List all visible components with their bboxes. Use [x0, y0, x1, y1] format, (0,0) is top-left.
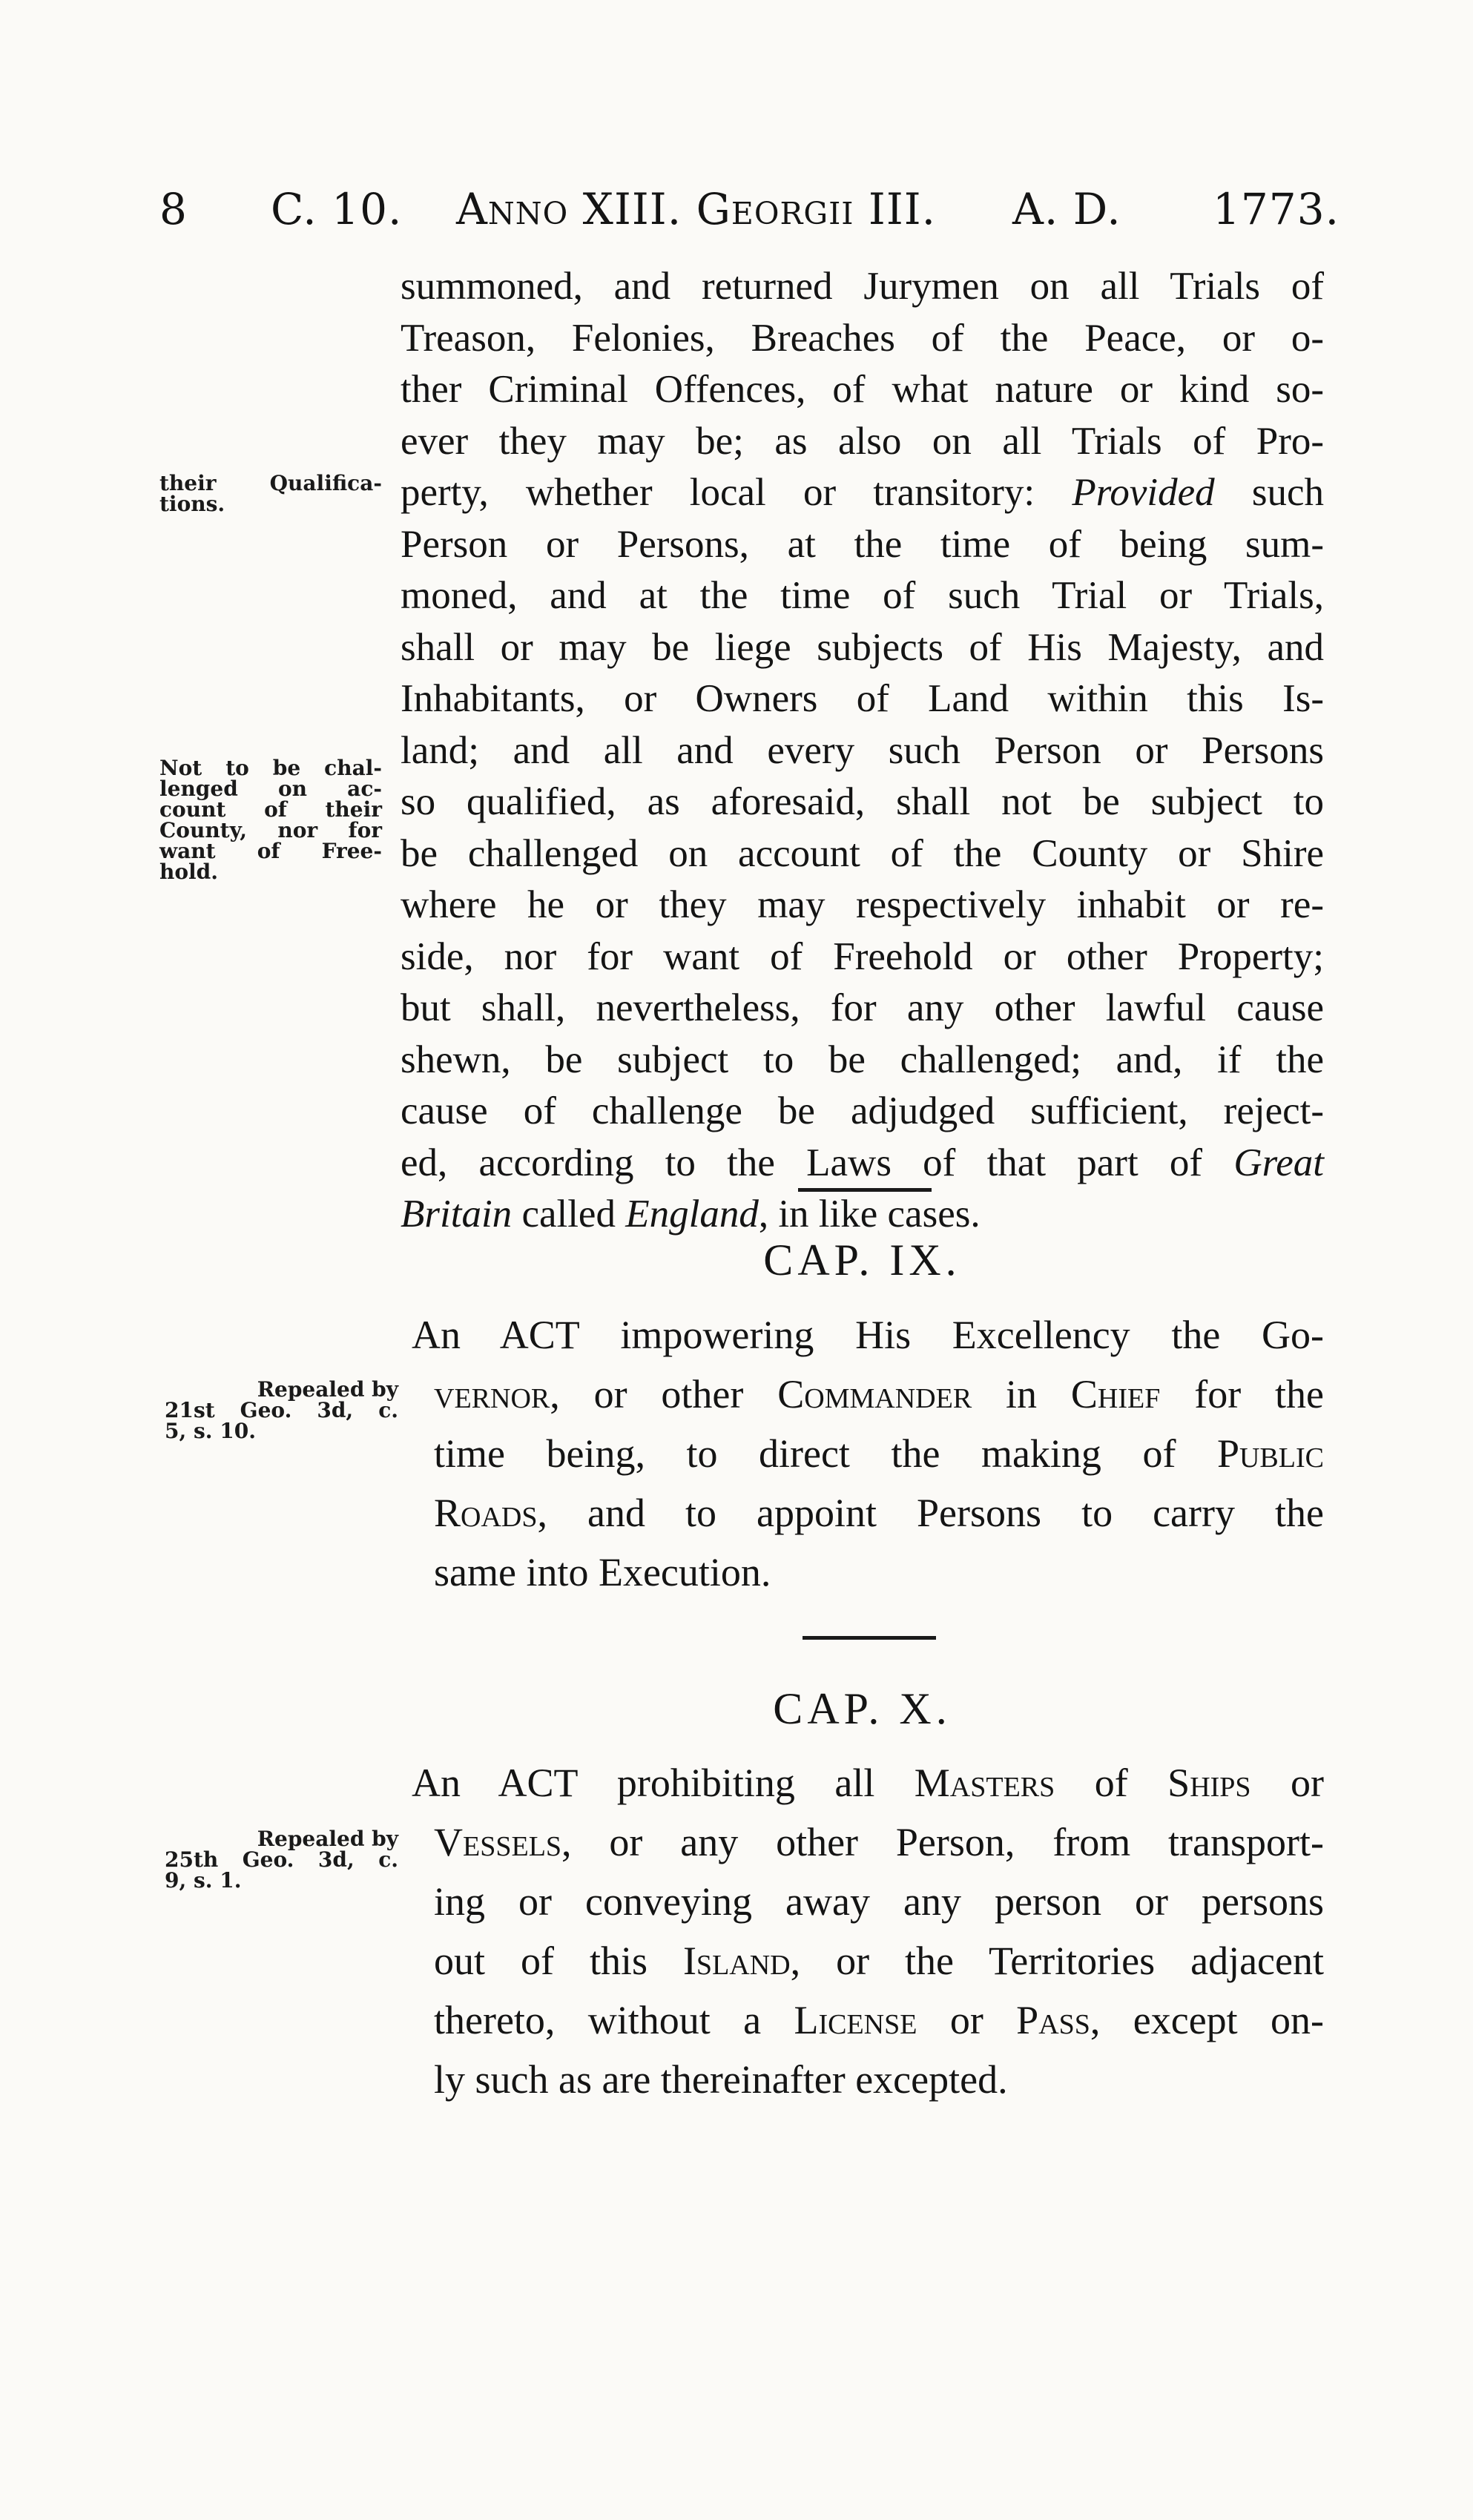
margin-note-line: Repealed by [257, 1827, 398, 1851]
act-line: thereto, without a License or Pass, except on- [434, 1998, 1325, 2042]
act-line: ing or conveying away any person or persons [434, 1879, 1324, 1924]
body-line: Inhabitants, or Owners of Land within this Is- [401, 677, 1324, 720]
body-line: Treason, Felonies, Breaches of the Peace, or o- [401, 316, 1324, 360]
section-rule [798, 1188, 932, 1192]
cap-x-text-cont [434, 1813, 1324, 2109]
margin-note-line: lenged on ac- [159, 776, 382, 801]
cap-ix-heading: CAP. IX. [763, 1236, 961, 1284]
act-line: out of this Island, or the Territories adjacent [434, 1939, 1324, 1983]
act-line: same into Execution. [434, 1550, 771, 1594]
margin-note-line: 5, s. 10. [165, 1419, 256, 1443]
margin-note-line: County, nor for [159, 818, 382, 842]
margin-note-line: count of their [159, 797, 382, 822]
act-line: An ACT impowering His Excellency the Go- [412, 1313, 1324, 1357]
margin-note-line: hold. [159, 860, 218, 884]
body-line: be challenged on account of the County or Shire [401, 831, 1324, 875]
body-text [401, 261, 1324, 1241]
body-line: land; and all and every such Person or Persons [401, 728, 1324, 772]
act-line: time being, to direct the making of Public [434, 1431, 1324, 1476]
margin-note-repeal-ix [165, 1379, 398, 1442]
margin-note-line: 21st Geo. 3d, c. [165, 1398, 398, 1422]
body-line: perty, whether local or transitory: Provided such [401, 471, 1324, 514]
act-line: vernor, or other Commander in Chief for the [434, 1372, 1325, 1416]
act-line: Roads, and to appoint Persons to carry the [434, 1491, 1324, 1535]
margin-note-line: want of Free- [159, 839, 382, 863]
cap-ix-text-cont [434, 1365, 1324, 1602]
body-line: ther Criminal Offences, of what nature or kind so- [401, 368, 1324, 411]
body-line: shewn, be subject to be challenged; and, if the [401, 1038, 1324, 1081]
body-line: shall or may be liege subjects of His Majesty, and [401, 625, 1324, 669]
body-line: Britain called England, in like cases. [401, 1193, 981, 1236]
era-label: A. D. [1012, 184, 1121, 234]
running-title: Anno XIII. Georgii III. [456, 184, 937, 234]
year-label: 1773. [1213, 184, 1340, 234]
body-line: so qualified, as aforesaid, shall not be subject to [401, 780, 1324, 823]
body-line: ed, according to the Laws of that part of Great [401, 1141, 1324, 1184]
margin-note-challenge [159, 758, 382, 883]
margin-note-line: 9, s. 1. [165, 1868, 242, 1893]
margin-note-line: Repealed by [257, 1377, 398, 1402]
body-line: but shall, nevertheless, for any other lawful cause [401, 986, 1324, 1029]
cap-x-text [412, 1753, 1324, 1813]
running-head [159, 184, 1340, 243]
margin-note-line: 25th Geo. 3d, c. [165, 1847, 398, 1872]
margin-note-qualifications [159, 473, 382, 515]
body-line: cause of challenge be adjudged sufficient, reject- [401, 1089, 1324, 1132]
body-line: ever they may be; as also on all Trials of Pro- [401, 419, 1324, 463]
cap-x-heading: CAP. X. [773, 1684, 952, 1733]
margin-note-line: Not to be chal- [159, 756, 382, 780]
act-line: ly such as are thereinafter excepted. [434, 2057, 1008, 2102]
chapter-label: C. 10. [271, 184, 403, 234]
margin-note-line: their Qualifica- [159, 471, 382, 495]
body-line: Person or Persons, at the time of being sum- [401, 522, 1324, 566]
margin-note-repeal-x [165, 1829, 398, 1891]
cap-ix-text [412, 1305, 1324, 1365]
body-line: where he or they may respectively inhabit or re- [401, 883, 1324, 926]
body-line: side, nor for want of Freehold or other Property; [401, 934, 1324, 978]
act-line: An ACT prohibiting all Masters of Ships or [412, 1761, 1325, 1805]
page-number: 8 [159, 184, 188, 234]
section-rule [803, 1636, 936, 1640]
body-line: moned, and at the time of such Trial or Trials, [401, 574, 1324, 617]
act-line: Vessels, or any other Person, from transport- [434, 1820, 1324, 1864]
body-line: summoned, and returned Jurymen on all Trials of [401, 265, 1324, 308]
margin-note-line: tions. [159, 492, 225, 516]
